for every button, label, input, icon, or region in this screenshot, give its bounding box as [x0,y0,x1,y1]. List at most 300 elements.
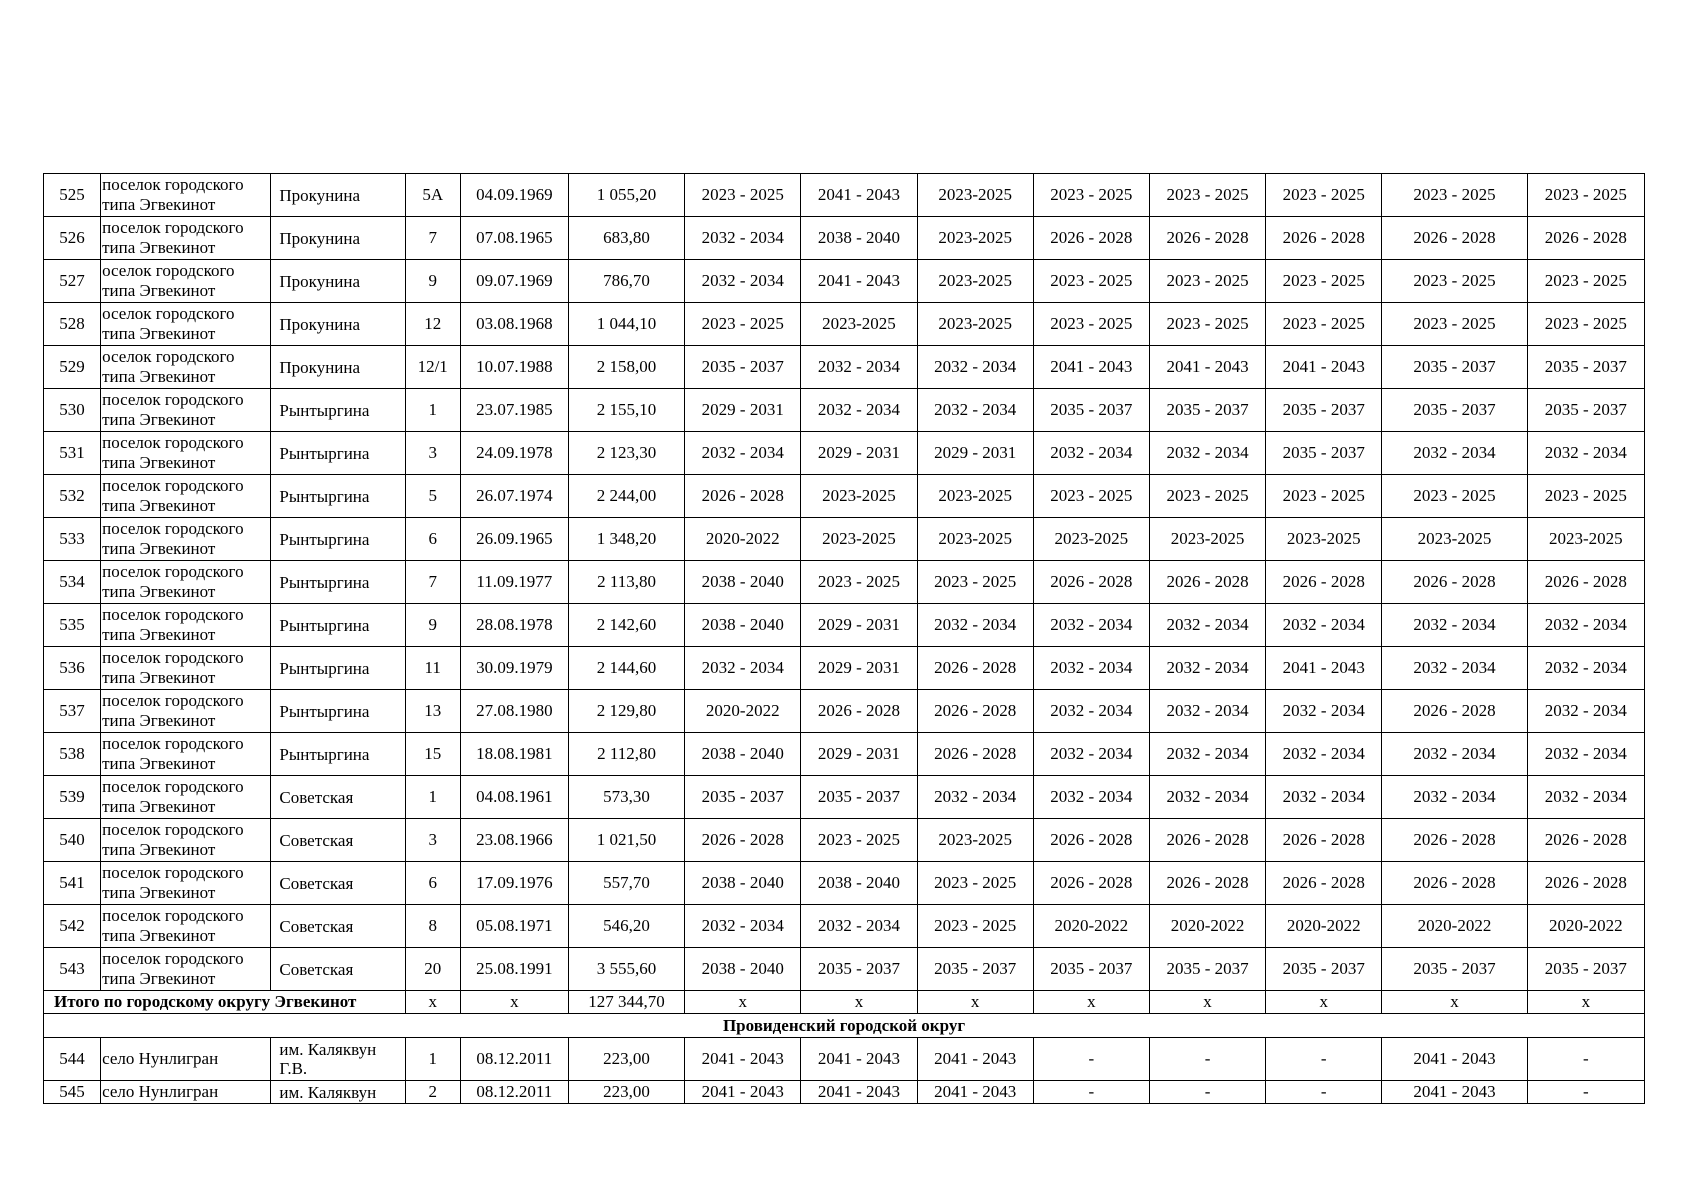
street-cell: Рынтыргина [271,432,405,475]
commission-date-cell: 17.09.1976 [460,862,568,905]
locality-cell: поселок городского типа Эгвекинот [101,819,271,862]
house-number-cell: 2 [405,1081,460,1104]
house-number-cell: 7 [405,561,460,604]
table-row [44,475,1645,518]
repair-period-cell: 2041 - 2043 [801,1081,917,1104]
repair-period-cell: 2035 - 2037 [1527,346,1644,389]
repair-period-cell: 2035 - 2037 [1149,948,1265,991]
repair-period-cell: 2023 - 2025 [1266,174,1382,217]
row-number-cell: 529 [44,346,101,389]
commission-date-cell: 04.08.1961 [460,776,568,819]
total-area-cell: 127 344,70 [568,991,684,1014]
street-cell: Прокунина [271,346,405,389]
row-number-cell: 542 [44,905,101,948]
repair-period-cell: - [1033,1081,1149,1104]
repair-period-cell: 2026 - 2028 [1382,690,1527,733]
repair-period-cell: 2026 - 2028 [1149,819,1265,862]
table-row [44,303,1645,346]
commission-date-cell: 26.09.1965 [460,518,568,561]
repair-period-cell: 2023-2025 [917,303,1033,346]
repair-period-cell: 2023-2025 [917,174,1033,217]
repair-period-cell: 2029 - 2031 [685,389,801,432]
repair-period-cell: 2035 - 2037 [801,948,917,991]
house-number-cell: 20 [405,948,460,991]
repair-period-cell: 2026 - 2028 [1527,862,1644,905]
area-cell: 2 113,80 [568,561,684,604]
repair-period-cell: 2041 - 2043 [801,174,917,217]
repair-period-cell: 2023 - 2025 [1527,174,1644,217]
locality-cell: поселок городского типа Эгвекинот [101,862,271,905]
repair-period-cell: 2035 - 2037 [685,346,801,389]
repair-period-cell: 2041 - 2043 [1382,1081,1527,1104]
total-label: Итого по городскому округу Эгвекинот [44,991,406,1014]
repair-period-cell: 2032 - 2034 [1033,647,1149,690]
total-period-cell: х [1149,991,1265,1014]
area-cell: 2 123,30 [568,432,684,475]
table-row [44,389,1645,432]
house-number-cell: 3 [405,819,460,862]
row-number-cell: 530 [44,389,101,432]
street-cell: Рынтыргина [271,389,405,432]
repair-period-cell: 2026 - 2028 [1527,561,1644,604]
repair-period-cell: 2023 - 2025 [1382,303,1527,346]
repair-period-cell: 2023 - 2025 [1149,260,1265,303]
repair-period-cell: 2032 - 2034 [1033,733,1149,776]
total-period-cell: х [685,991,801,1014]
street-cell: Рынтыргина [271,475,405,518]
repair-period-cell: 2032 - 2034 [1033,432,1149,475]
commission-date-cell: 28.08.1978 [460,604,568,647]
repair-period-cell: 2026 - 2028 [1033,217,1149,260]
table-row [44,948,1645,991]
locality-cell: поселок городского типа Эгвекинот [101,561,271,604]
repair-period-cell: 2026 - 2028 [1382,819,1527,862]
repair-period-cell: 2041 - 2043 [917,1038,1033,1081]
locality-cell: поселок городского типа Эгвекинот [101,217,271,260]
street-cell: Советская [271,905,405,948]
repair-period-cell: 2041 - 2043 [1266,647,1382,690]
street-cell: им. Каляквун Г.В. [271,1038,405,1081]
repair-period-cell: 2032 - 2034 [1266,690,1382,733]
commission-date-cell: 25.08.1991 [460,948,568,991]
repair-period-cell: 2035 - 2037 [1527,389,1644,432]
repair-period-cell: 2023-2025 [917,819,1033,862]
repair-period-cell: - [1527,1038,1644,1081]
repair-period-cell: 2032 - 2034 [801,389,917,432]
repair-period-cell: 2020-2022 [1149,905,1265,948]
total-date-cell: х [460,991,568,1014]
table-row [44,733,1645,776]
repair-period-cell: 2023-2025 [1033,518,1149,561]
repair-period-cell: 2032 - 2034 [1149,776,1265,819]
street-cell: Рынтыргина [271,561,405,604]
commission-date-cell: 09.07.1969 [460,260,568,303]
repair-period-cell: 2026 - 2028 [1033,862,1149,905]
repair-period-cell: 2032 - 2034 [685,260,801,303]
section-header-row [44,1014,1645,1038]
repair-period-cell: 2032 - 2034 [1382,604,1527,647]
area-cell: 546,20 [568,905,684,948]
area-cell: 2 129,80 [568,690,684,733]
repair-period-cell: 2035 - 2037 [1382,389,1527,432]
locality-cell: поселок городского типа Эгвекинот [101,432,271,475]
street-cell: им. Каляквун [271,1081,405,1104]
repair-period-cell: 2029 - 2031 [801,604,917,647]
repair-period-cell: 2032 - 2034 [1527,604,1644,647]
repair-period-cell: 2020-2022 [1266,905,1382,948]
table-row [44,647,1645,690]
repair-period-cell: - [1266,1081,1382,1104]
table-row [44,1081,1645,1104]
commission-date-cell: 23.07.1985 [460,389,568,432]
repair-period-cell: 2032 - 2034 [685,432,801,475]
repair-period-cell: 2029 - 2031 [801,432,917,475]
commission-date-cell: 23.08.1966 [460,819,568,862]
area-cell: 557,70 [568,862,684,905]
row-number-cell: 539 [44,776,101,819]
repair-period-cell: - [1149,1038,1265,1081]
repair-period-cell: 2038 - 2040 [801,862,917,905]
repair-period-cell: 2023 - 2025 [1382,260,1527,303]
area-cell: 223,00 [568,1038,684,1081]
repair-period-cell: 2032 - 2034 [801,905,917,948]
repair-period-cell: 2035 - 2037 [1266,432,1382,475]
area-cell: 2 155,10 [568,389,684,432]
repair-period-cell: 2023 - 2025 [1149,303,1265,346]
row-number-cell: 526 [44,217,101,260]
repair-period-cell: 2023-2025 [801,518,917,561]
locality-cell: поселок городского типа Эгвекинот [101,647,271,690]
total-period-cell: х [1527,991,1644,1014]
street-cell: Рынтыргина [271,733,405,776]
area-cell: 3 555,60 [568,948,684,991]
repair-period-cell: 2032 - 2034 [685,647,801,690]
house-number-cell: 1 [405,389,460,432]
repair-period-cell: 2023 - 2025 [1266,475,1382,518]
total-period-cell: х [1033,991,1149,1014]
repair-period-cell: 2041 - 2043 [1033,346,1149,389]
row-number-cell: 544 [44,1038,101,1081]
row-number-cell: 538 [44,733,101,776]
repair-period-cell: 2026 - 2028 [1149,862,1265,905]
repair-period-cell: 2035 - 2037 [1527,948,1644,991]
repair-period-cell: 2038 - 2040 [685,561,801,604]
house-number-cell: 9 [405,604,460,647]
commission-date-cell: 10.07.1988 [460,346,568,389]
commission-date-cell: 08.12.2011 [460,1081,568,1104]
repair-period-cell: 2023 - 2025 [1382,475,1527,518]
repair-period-cell: - [1149,1081,1265,1104]
repair-period-cell: 2026 - 2028 [1266,217,1382,260]
repair-period-cell: 2026 - 2028 [1033,561,1149,604]
commission-date-cell: 07.08.1965 [460,217,568,260]
area-cell: 1 055,20 [568,174,684,217]
house-number-cell: 9 [405,260,460,303]
repair-period-cell: 2023 - 2025 [1382,174,1527,217]
repair-period-cell: 2029 - 2031 [801,733,917,776]
repair-period-cell: 2023 - 2025 [1266,303,1382,346]
repair-period-cell: 2029 - 2031 [917,432,1033,475]
repair-period-cell: 2026 - 2028 [1382,217,1527,260]
total-period-cell: х [801,991,917,1014]
commission-date-cell: 26.07.1974 [460,475,568,518]
repair-period-cell: 2023 - 2025 [1033,303,1149,346]
total-period-cell: х [917,991,1033,1014]
house-number-cell: 6 [405,518,460,561]
area-cell: 2 142,60 [568,604,684,647]
repair-period-cell: 2032 - 2034 [685,905,801,948]
table-row [44,518,1645,561]
repair-period-cell: 2035 - 2037 [1266,948,1382,991]
table-row [44,260,1645,303]
table-row [44,776,1645,819]
locality-cell: поселок городского типа Эгвекинот [101,690,271,733]
row-number-cell: 536 [44,647,101,690]
repair-period-cell: 2023 - 2025 [1149,174,1265,217]
repair-period-cell: 2041 - 2043 [685,1038,801,1081]
row-number-cell: 534 [44,561,101,604]
repair-period-cell: 2041 - 2043 [1149,346,1265,389]
house-number-cell: 13 [405,690,460,733]
repair-period-cell: 2026 - 2028 [1033,819,1149,862]
house-number-cell: 8 [405,905,460,948]
commission-date-cell: 08.12.2011 [460,1038,568,1081]
house-number-cell: 5А [405,174,460,217]
repair-period-cell: 2038 - 2040 [685,862,801,905]
street-cell: Советская [271,776,405,819]
area-cell: 1 021,50 [568,819,684,862]
commission-date-cell: 05.08.1971 [460,905,568,948]
repair-period-cell: 2032 - 2034 [1382,776,1527,819]
row-number-cell: 540 [44,819,101,862]
table-row [44,1038,1645,1081]
locality-cell: поселок городского типа Эгвекинот [101,905,271,948]
repair-period-cell: 2032 - 2034 [685,217,801,260]
street-cell: Советская [271,948,405,991]
repair-period-cell: 2023 - 2025 [1527,260,1644,303]
repair-period-cell: 2023-2025 [917,475,1033,518]
table-row [44,174,1645,217]
repair-period-cell: 2023-2025 [917,518,1033,561]
area-cell: 2 144,60 [568,647,684,690]
repair-period-cell: - [1033,1038,1149,1081]
repair-period-cell: 2032 - 2034 [917,604,1033,647]
commission-date-cell: 30.09.1979 [460,647,568,690]
repair-period-cell: 2029 - 2031 [801,647,917,690]
repair-period-cell: 2032 - 2034 [1527,690,1644,733]
repair-period-cell: 2026 - 2028 [1266,819,1382,862]
table-row [44,905,1645,948]
table-row [44,432,1645,475]
total-period-cell: х [1266,991,1382,1014]
locality-cell: поселок городского типа Эгвекинот [101,776,271,819]
repair-period-cell: 2032 - 2034 [1527,776,1644,819]
repair-period-cell: 2023-2025 [917,260,1033,303]
repair-period-cell: 2023 - 2025 [917,862,1033,905]
repair-period-cell: 2032 - 2034 [917,389,1033,432]
street-cell: Рынтыргина [271,604,405,647]
repair-period-cell: 2032 - 2034 [1527,733,1644,776]
locality-cell: село Нунлигран [101,1038,271,1081]
locality-cell: село Нунлигран [101,1081,271,1104]
row-number-cell: 531 [44,432,101,475]
area-cell: 223,00 [568,1081,684,1104]
area-cell: 786,70 [568,260,684,303]
repair-period-cell: 2026 - 2028 [1382,561,1527,604]
table-row [44,217,1645,260]
house-number-cell: 12/1 [405,346,460,389]
repair-period-cell: 2023 - 2025 [1527,475,1644,518]
area-cell: 1 044,10 [568,303,684,346]
locality-cell: оселок городского типа Эгвекинот [101,260,271,303]
locality-cell: поселок городского типа Эгвекинот [101,604,271,647]
repair-period-cell: 2023-2025 [1382,518,1527,561]
repair-period-cell: 2035 - 2037 [1266,389,1382,432]
repair-period-cell: 2035 - 2037 [1382,346,1527,389]
house-number-cell: 15 [405,733,460,776]
repair-period-cell: 2032 - 2034 [1149,733,1265,776]
repair-period-cell: 2023-2025 [1149,518,1265,561]
repair-period-cell: 2032 - 2034 [1149,604,1265,647]
repair-period-cell: 2026 - 2028 [1266,862,1382,905]
repair-period-cell: 2023 - 2025 [917,905,1033,948]
repair-period-cell: 2020-2022 [685,690,801,733]
row-number-cell: 541 [44,862,101,905]
repair-period-cell: 2026 - 2028 [1527,819,1644,862]
repair-period-cell: 2023-2025 [1527,518,1644,561]
repair-period-cell: 2041 - 2043 [801,260,917,303]
repair-period-cell: 2041 - 2043 [917,1081,1033,1104]
repair-period-cell: - [1266,1038,1382,1081]
repair-period-cell: 2032 - 2034 [1266,604,1382,647]
locality-cell: оселок городского типа Эгвекинот [101,303,271,346]
row-number-cell: 525 [44,174,101,217]
house-number-cell: 6 [405,862,460,905]
locality-cell: поселок городского типа Эгвекинот [101,948,271,991]
repair-period-cell: 2020-2022 [1382,905,1527,948]
repair-period-cell: 2023 - 2025 [1527,303,1644,346]
commission-date-cell: 24.09.1978 [460,432,568,475]
table-row [44,604,1645,647]
area-cell: 683,80 [568,217,684,260]
street-cell: Советская [271,819,405,862]
area-cell: 2 112,80 [568,733,684,776]
repair-period-cell: 2038 - 2040 [685,604,801,647]
street-cell: Советская [271,862,405,905]
repair-period-cell: 2041 - 2043 [685,1081,801,1104]
repair-period-cell: 2035 - 2037 [917,948,1033,991]
repair-period-cell: 2032 - 2034 [1382,432,1527,475]
repair-period-cell: 2032 - 2034 [1382,647,1527,690]
repair-period-cell: 2032 - 2034 [801,346,917,389]
repair-period-cell: 2035 - 2037 [1382,948,1527,991]
street-cell: Рынтыргина [271,690,405,733]
locality-cell: поселок городского типа Эгвекинот [101,733,271,776]
repair-period-cell: 2020-2022 [685,518,801,561]
locality-cell: поселок городского типа Эгвекинот [101,174,271,217]
repair-period-cell: 2035 - 2037 [1033,948,1149,991]
repair-period-cell: 2026 - 2028 [1266,561,1382,604]
area-cell: 2 158,00 [568,346,684,389]
repair-period-cell: 2035 - 2037 [1149,389,1265,432]
commission-date-cell: 04.09.1969 [460,174,568,217]
repair-period-cell: 2023 - 2025 [1149,475,1265,518]
repair-period-cell: 2038 - 2040 [801,217,917,260]
section-title: Провиденский городской округ [44,1014,1645,1038]
repair-period-cell: 2026 - 2028 [685,475,801,518]
street-cell: Рынтыргина [271,518,405,561]
repair-period-cell: 2026 - 2028 [1382,862,1527,905]
repair-period-cell: 2023 - 2025 [685,174,801,217]
table-row [44,862,1645,905]
repair-period-cell: 2023 - 2025 [801,561,917,604]
locality-cell: поселок городского типа Эгвекинот [101,518,271,561]
repair-period-cell: 2038 - 2040 [685,948,801,991]
repair-period-cell: 2026 - 2028 [917,733,1033,776]
repair-period-cell: 2023 - 2025 [1033,475,1149,518]
locality-cell: оселок городского типа Эгвекинот [101,346,271,389]
commission-date-cell: 18.08.1981 [460,733,568,776]
repair-period-cell: 2026 - 2028 [685,819,801,862]
street-cell: Прокунина [271,174,405,217]
repair-period-cell: 2026 - 2028 [1527,217,1644,260]
repair-period-cell: 2023-2025 [801,475,917,518]
row-number-cell: 537 [44,690,101,733]
repair-period-cell: 2035 - 2037 [1033,389,1149,432]
repair-period-cell: 2032 - 2034 [917,776,1033,819]
total-row [44,991,1645,1014]
repair-period-cell: 2032 - 2034 [917,346,1033,389]
house-number-cell: 7 [405,217,460,260]
row-number-cell: 528 [44,303,101,346]
repair-period-cell: 2032 - 2034 [1266,733,1382,776]
repair-period-cell: 2026 - 2028 [1149,561,1265,604]
street-cell: Прокунина [271,217,405,260]
repair-period-cell: 2023-2025 [917,217,1033,260]
repair-period-cell: 2026 - 2028 [917,690,1033,733]
repair-period-cell: 2023 - 2025 [1266,260,1382,303]
repair-period-cell: - [1527,1081,1644,1104]
repair-period-cell: 2032 - 2034 [1527,647,1644,690]
house-number-cell: 1 [405,776,460,819]
locality-cell: поселок городского типа Эгвекинот [101,475,271,518]
repair-period-cell: 2032 - 2034 [1033,604,1149,647]
repair-period-cell: 2041 - 2043 [1382,1038,1527,1081]
repair-period-cell: 2032 - 2034 [1149,432,1265,475]
repair-period-cell: 2032 - 2034 [1033,690,1149,733]
street-cell: Рынтыргина [271,647,405,690]
repair-period-cell: 2032 - 2034 [1033,776,1149,819]
total-period-cell: х [1382,991,1527,1014]
repair-period-cell: 2041 - 2043 [1266,346,1382,389]
commission-date-cell: 03.08.1968 [460,303,568,346]
table-row [44,561,1645,604]
street-cell: Прокунина [271,260,405,303]
repair-period-cell: 2023-2025 [1266,518,1382,561]
total-house-cell: х [405,991,460,1014]
repair-period-cell: 2032 - 2034 [1149,647,1265,690]
repair-period-cell: 2035 - 2037 [685,776,801,819]
capital-repair-schedule-table [43,173,1645,1104]
repair-period-cell: 2038 - 2040 [685,733,801,776]
repair-period-cell: 2032 - 2034 [1527,432,1644,475]
table-row [44,819,1645,862]
repair-period-cell: 2020-2022 [1527,905,1644,948]
table-row [44,690,1645,733]
area-cell: 573,30 [568,776,684,819]
row-number-cell: 533 [44,518,101,561]
row-number-cell: 532 [44,475,101,518]
